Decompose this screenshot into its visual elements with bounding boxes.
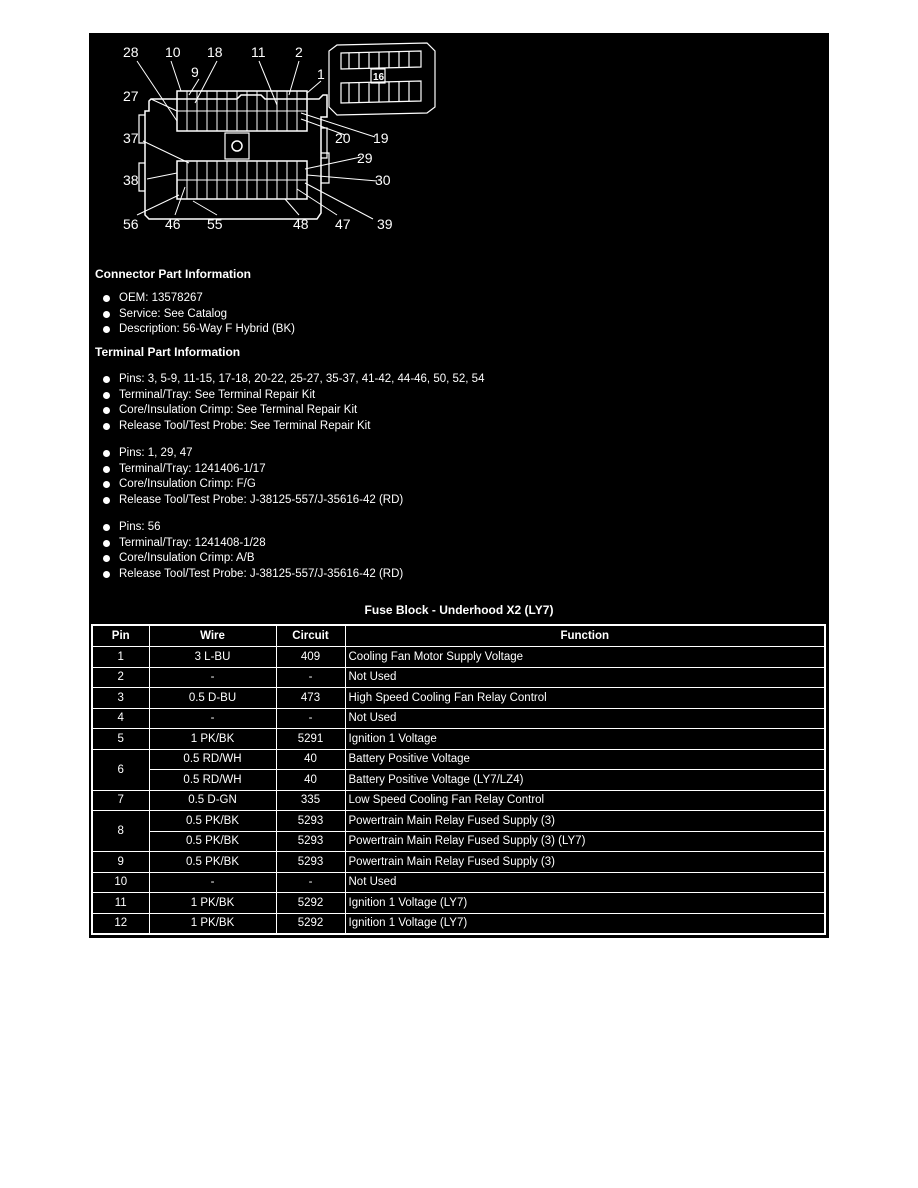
wire-cell: 1 PK/BK: [149, 729, 276, 750]
pin-label: 47: [335, 216, 351, 232]
pin-label: 29: [357, 150, 373, 166]
function-cell: Not Used: [345, 708, 825, 729]
table-row: [92, 647, 825, 668]
list-item: Terminal/Tray: 1241406-1/17: [101, 462, 403, 478]
bullet-icon: [103, 450, 110, 457]
terminal-info-title: Terminal Part Information: [95, 345, 241, 359]
table-row: [92, 729, 825, 750]
pin-cell: 10: [92, 872, 149, 893]
circuit-cell: 40: [276, 770, 345, 791]
pin-table: [91, 624, 826, 935]
pin-label: 9: [191, 64, 199, 80]
circuit-cell: -: [276, 708, 345, 729]
wire-cell: 0.5 D-GN: [149, 790, 276, 811]
function-cell: Not Used: [345, 667, 825, 688]
circuit-cell: -: [276, 872, 345, 893]
pin-label: 20: [335, 130, 351, 146]
pin-label: 27: [123, 88, 139, 104]
pin-cell: 12: [92, 913, 149, 934]
pin-label: 56: [123, 216, 139, 232]
list-item: Release Tool/Test Probe: See Terminal Repair Kit: [101, 419, 484, 435]
pin-label: 28: [123, 44, 139, 60]
bullet-icon: [103, 392, 110, 399]
list-item: Terminal/Tray: See Terminal Repair Kit: [101, 388, 484, 404]
pin-label: 46: [165, 216, 181, 232]
connector-diagram: [89, 33, 829, 273]
pin-label: 37: [123, 130, 139, 146]
circuit-cell: 5293: [276, 811, 345, 832]
bullet-icon: [103, 311, 110, 318]
list-item: Terminal/Tray: 1241408-1/28: [101, 536, 403, 552]
column-header: Wire: [149, 625, 276, 647]
bullet-icon: [103, 376, 110, 383]
table-body: [92, 647, 825, 935]
circuit-cell: 5293: [276, 852, 345, 873]
function-cell: Powertrain Main Relay Fused Supply (3) (LY7): [345, 831, 825, 852]
wire-cell: -: [149, 708, 276, 729]
bullet-icon: [103, 571, 110, 578]
table-row: [92, 790, 825, 811]
table-row: [92, 667, 825, 688]
bullet-icon: [103, 481, 110, 488]
pin-label: 1: [317, 66, 325, 82]
circuit-cell: -: [276, 667, 345, 688]
pin-label: 55: [207, 216, 223, 232]
wire-cell: 0.5 D-BU: [149, 688, 276, 709]
wire-cell: 0.5 RD/WH: [149, 770, 276, 791]
wire-cell: -: [149, 872, 276, 893]
pin-cell: 4: [92, 708, 149, 729]
circuit-cell: 409: [276, 647, 345, 668]
function-cell: Ignition 1 Voltage: [345, 729, 825, 750]
pin-label: 39: [377, 216, 393, 232]
table-row: [92, 708, 825, 729]
pin-label: 11: [251, 44, 266, 60]
terminal-info-group: [101, 520, 403, 582]
document-panel: [89, 33, 829, 938]
bullet-icon: [103, 326, 110, 333]
table-title: Fuse Block - Underhood X2 (LY7): [364, 603, 554, 617]
pin-label: 18: [207, 44, 223, 60]
function-cell: Ignition 1 Voltage (LY7): [345, 913, 825, 934]
pin-label: 48: [293, 216, 309, 232]
list-item: Core/Insulation Crimp: F/G: [101, 477, 403, 493]
table-row: [92, 872, 825, 893]
function-cell: Low Speed Cooling Fan Relay Control: [345, 790, 825, 811]
wire-cell: 0.5 RD/WH: [149, 749, 276, 770]
pin-cell: 8: [92, 811, 149, 852]
list-item: Description: 56-Way F Hybrid (BK): [101, 322, 295, 338]
terminal-info-group: [101, 446, 403, 508]
bullet-icon: [103, 524, 110, 531]
wire-cell: -: [149, 667, 276, 688]
list-item: Core/Insulation Crimp: See Terminal Repair Kit: [101, 403, 484, 419]
wire-cell: 3 L-BU: [149, 647, 276, 668]
pin-cell: 7: [92, 790, 149, 811]
table-row: [92, 770, 825, 791]
pin-label: 2: [295, 44, 303, 60]
function-cell: Not Used: [345, 872, 825, 893]
bullet-icon: [103, 423, 110, 430]
function-cell: Powertrain Main Relay Fused Supply (3): [345, 811, 825, 832]
column-header: Pin: [92, 625, 149, 647]
list-item: Pins: 1, 29, 47: [101, 446, 403, 462]
list-item: Core/Insulation Crimp: A/B: [101, 551, 403, 567]
center-bolt: [232, 141, 242, 151]
center-bolt-housing: [225, 133, 249, 159]
bullet-icon: [103, 555, 110, 562]
bullet-icon: [103, 497, 110, 504]
pin-cell: 6: [92, 749, 149, 790]
table-row: [92, 831, 825, 852]
bullet-icon: [103, 295, 110, 302]
pin-cell: 1: [92, 647, 149, 668]
pin-label: 38: [123, 172, 139, 188]
pin-cell: 3: [92, 688, 149, 709]
wire-cell: 1 PK/BK: [149, 893, 276, 914]
wire-cell: 0.5 PK/BK: [149, 831, 276, 852]
function-cell: Cooling Fan Motor Supply Voltage: [345, 647, 825, 668]
inset-mark: 16: [373, 72, 385, 83]
table-header-row: [92, 625, 825, 647]
wire-cell: 0.5 PK/BK: [149, 852, 276, 873]
function-cell: Battery Positive Voltage: [345, 749, 825, 770]
list-item: Pins: 56: [101, 520, 403, 536]
table-row: [92, 893, 825, 914]
circuit-cell: 5291: [276, 729, 345, 750]
bullet-icon: [103, 407, 110, 414]
terminal-info-group: [101, 372, 484, 434]
list-item: Pins: 3, 5-9, 11-15, 17-18, 20-22, 25-27, 35-37, 41-42, 44-46, 50, 52, 54: [101, 372, 484, 388]
function-cell: Powertrain Main Relay Fused Supply (3): [345, 852, 825, 873]
pin-label: 30: [375, 172, 391, 188]
circuit-cell: 5292: [276, 893, 345, 914]
pin-cell: 5: [92, 729, 149, 750]
table-row: [92, 852, 825, 873]
table-row: [92, 749, 825, 770]
list-item: Release Tool/Test Probe: J-38125-557/J-35616-42 (RD): [101, 493, 403, 509]
pin-cell: 11: [92, 893, 149, 914]
bullet-icon: [103, 540, 110, 547]
circuit-cell: 5292: [276, 913, 345, 934]
column-header: Circuit: [276, 625, 345, 647]
connector-info-list: [101, 291, 295, 338]
pin-label: 10: [165, 44, 181, 60]
circuit-cell: 40: [276, 749, 345, 770]
circuit-cell: 473: [276, 688, 345, 709]
wire-cell: 0.5 PK/BK: [149, 811, 276, 832]
table-row: [92, 688, 825, 709]
bullet-icon: [103, 466, 110, 473]
table-row: [92, 811, 825, 832]
circuit-cell: 335: [276, 790, 345, 811]
pin-label: 19: [373, 130, 389, 146]
list-item: Release Tool/Test Probe: J-38125-557/J-35616-42 (RD): [101, 567, 403, 583]
function-cell: Battery Positive Voltage (LY7/LZ4): [345, 770, 825, 791]
list-item: OEM: 13578267: [101, 291, 295, 307]
pin-cell: 2: [92, 667, 149, 688]
list-item: Service: See Catalog: [101, 307, 295, 323]
connector-info-title: Connector Part Information: [95, 267, 252, 281]
pin-cell: 9: [92, 852, 149, 873]
wire-cell: 1 PK/BK: [149, 913, 276, 934]
table-row: [92, 913, 825, 934]
circuit-cell: 5293: [276, 831, 345, 852]
function-cell: Ignition 1 Voltage (LY7): [345, 893, 825, 914]
column-header: Function: [345, 625, 825, 647]
function-cell: High Speed Cooling Fan Relay Control: [345, 688, 825, 709]
